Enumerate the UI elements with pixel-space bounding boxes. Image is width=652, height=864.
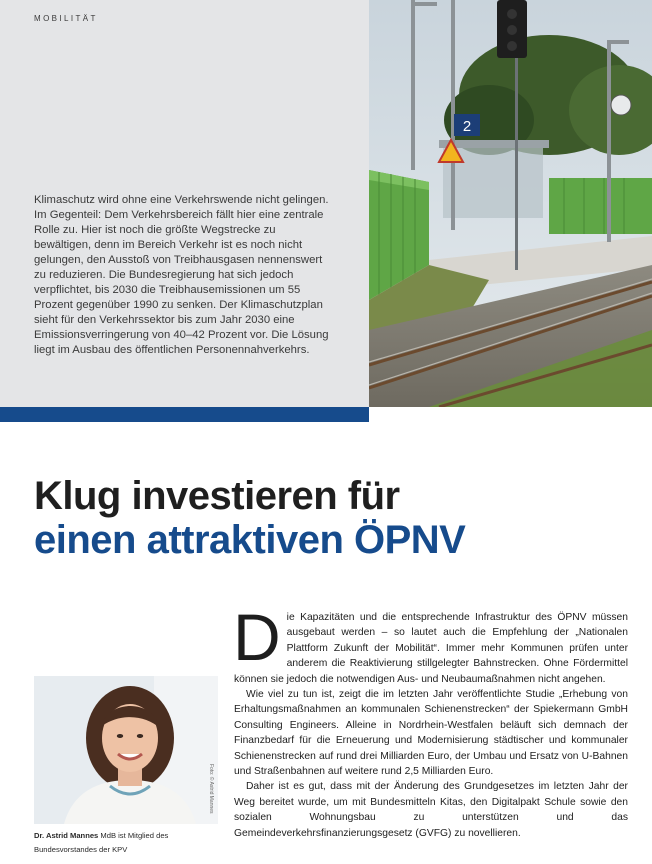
headline-line-1: Klug investieren für — [34, 474, 400, 518]
signal-pole — [515, 40, 518, 270]
article-paragraph-3: Daher ist es gut, dass mit der Änderung des Grundgesetzes im letzten Jahr der Weg bereitet wurde, um mit Bundesmitteln Kitas, den Digitalpakt Schule sowie den sozialen Wohnungsbau zu unterstützen und das Gemeindeverkehrsfinanzierungsgesetz (GVFG) zu novellieren. — [234, 781, 628, 839]
caption-text: MdB ist Mitglied des Bundesvorstandes der KPV — [34, 831, 169, 854]
accent-bar — [0, 407, 369, 422]
portrait-illustration — [34, 676, 218, 824]
caption-name: Dr. Astrid Mannes — [34, 831, 99, 840]
railway-photo-illustration — [369, 0, 652, 407]
photo-credit: Foto: © Astrid Mannes — [208, 764, 214, 814]
portrait-caption — [34, 829, 222, 857]
headline — [34, 474, 465, 562]
dropcap: D — [233, 600, 281, 674]
article-paragraph-2: Wie viel zu tun ist, zeigt die im letzten Jahr veröffentlichte Studie „Erhebung von Erhaltungsmaßnahmen an kommunalen Schienenstrecken“ der Spiekermann GmbH Consulting Engineers. Alleine in Nordrhein-Westfalen beläuft sich demnach der Finanzbedarf für die Erneuerung und Modernisierung städtischer und kommunaler Schienenstrecken auf rund drei Milliarden Euro, der Umbau und Ersatz von U-Bahnen und Straßenbahnen auf weitere rund 2,5 Milliarden Euro. — [234, 689, 628, 778]
intro-panel — [0, 0, 369, 407]
platform-number: 2 — [462, 118, 472, 135]
intro-paragraph: Klimaschutz wird ohne eine Verkehrswende nicht gelingen. Im Gegenteil: Dem Verkehrsbereich fällt hier eine zentrale Rolle zu. Hier ist noch die größte Wegstrecke zu bewältigen, denn im Bereich Verkehr ist es noch nicht gelungen, den Ausstoß von Treibhausgasen nennenswert zu reduzieren. Die Bundesregierung hat sich jedoch verpflichtet, bis 2030 die Treibhausemissionen um 55 Prozent gegenüber 1990 zu senken. Der Klimaschutzplan sieht für den Verkehrssektor bis zum Jahr 2030 eine Emissionsverringerung von 40–42 Prozent vor. Die Lösung liegt im Ausbau des öffentlichen Personennahverkehrs. — [34, 194, 329, 356]
article-body — [233, 600, 628, 841]
section-label: MOBILITÄT — [34, 14, 98, 23]
article-paragraph-1 — [233, 600, 628, 687]
article-paragraph-1-text: ie Kapazitäten und die entsprechende Infrastruktur des ÖPNV müssen ausgebaut werden – so lautet auch die Empfehlung der „Nationalen Plattform Zukunft der Mobilität“. Immer mehr Kommunen prüfen unter anderem die Reaktivierung stillgelegter Bahnstrecken. Ohne Fördermittel können sie jedoch die notwendigen Aus- und Neubaumaßnahmen nicht angehen. — [234, 612, 628, 685]
intro-text — [34, 193, 334, 358]
clock-icon — [611, 95, 631, 115]
railway-photo — [369, 0, 652, 407]
portrait-photo — [34, 676, 218, 824]
headline-line-2: einen attraktiven ÖPNV — [34, 518, 466, 562]
